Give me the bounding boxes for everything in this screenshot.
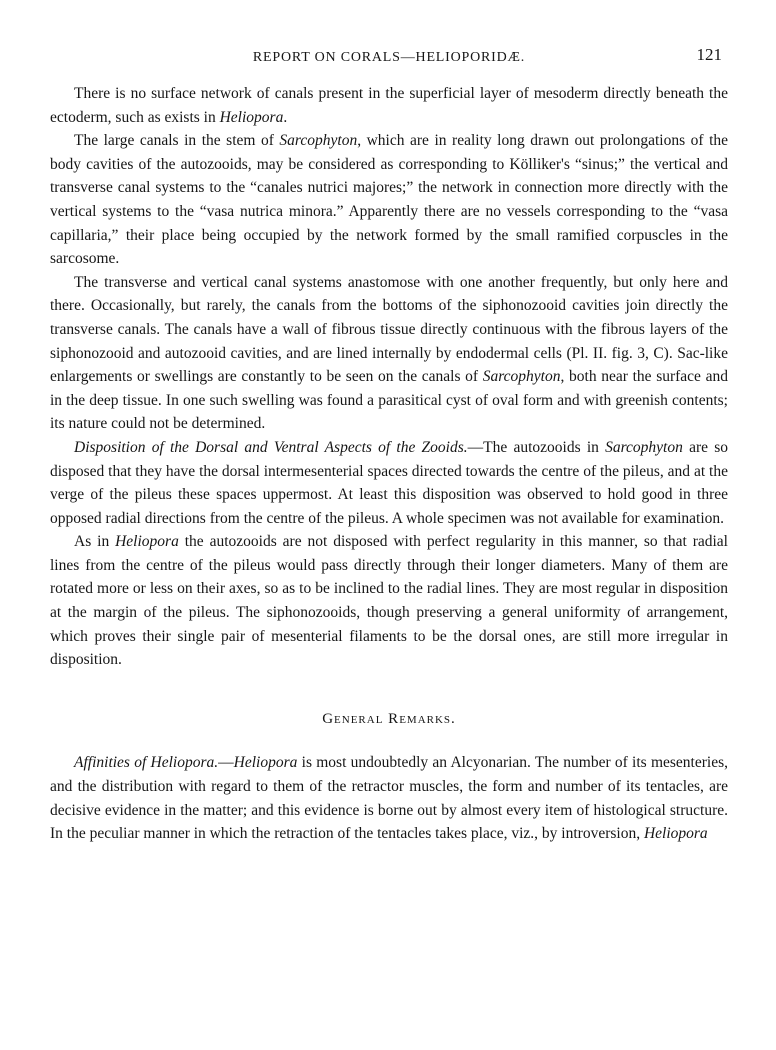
italic-text: Heliopora [643, 825, 708, 843]
italic-text: Sarcophyton [279, 132, 358, 150]
italic-text: Affinities of Heliopora. [74, 754, 219, 772]
text-run: , both near the surface and in the deep tissue. In one such swelling was found a parasitical cyst of oval form and with greenish contents; its nature could not be determined. [50, 368, 728, 433]
text-run: —The autozooids in [467, 438, 606, 456]
paragraph-disposition [50, 436, 728, 530]
paragraph-heliopora-autozooids [50, 530, 728, 672]
paragraph-surface-network [50, 82, 728, 129]
italic-text: Sarcophyton [605, 438, 683, 456]
text-run: , which are in reality long drawn out prolongations of the body cavities of the autozooids, may be considered as corresponding to Kölliker's “sinus;” the vertical and transverse canal systems to the “canales nutrici majores;” the network in connection more directly with the vertical systems to the “vasa nutrica minora.” Apparently there are no vessels corresponding to the “vasa capillaria,” their place being occupied by the network formed by the small ramified corpuscles in the sarcosome. [50, 132, 729, 268]
text-run: The large canals in the stem of [74, 132, 280, 150]
italic-text: Heliopora [115, 533, 179, 551]
text-run: . [283, 108, 288, 126]
italic-text: Heliopora [233, 754, 298, 772]
text-run: the autozooids are not disposed with perfect regularity in this manner, so that radial lines from the centre of the pileus would pass directly through their longer diameters. Many of them are rotated more or less on their axes, so as to be inclined to the radial lines. They are most regular in disposition at the margin of the pileus. The siphonozooids, though preserving a general uniformity of arrangement, which proves their single pair of mesenterial filaments to be the dorsal ones, are still more irregular in disposition. [50, 533, 728, 669]
italic-text: Sarcophyton [482, 368, 561, 386]
italic-text: Disposition of the Dorsal and Ventral Aspects of the Zooids. [74, 438, 468, 456]
section-heading: General Remarks. [322, 710, 456, 727]
page-number: 121 [696, 45, 722, 64]
text-run: The transverse and vertical canal systems anastomose with one another frequently, but only here and there. Occasionally, but rarely, the canals from the bottoms of the siphonozooid cavities join directly the transverse canals. The canals have a wall of fibrous tissue directly continuous with the fibrous layers of the siphonozooid and autozooid cavities, and are lined internally by endodermal cells (Pl. II. fig. 3, C). Sac-like enlargements or swellings are constantly to be seen on the canals of [50, 273, 728, 386]
page-header [50, 46, 728, 74]
running-title: REPORT ON CORALS—HELIOPORIDÆ. [252, 50, 526, 65]
paragraph-canal-systems [50, 271, 728, 436]
paragraph-affinities [50, 751, 728, 845]
text-run: is most undoubtedly an Alcyonarian. The number of its mesenteries, and the distribution with regard to them of the retractor muscles, the form and number of its tentacles, are decisive evidence in the matter; and this evidence is borne out by almost every item of histological structure. In the peculiar manner in which the retraction of the tentacles takes place, viz., by introversion, [50, 754, 728, 843]
text-run: There is no surface network of canals present in the superficial layer of mesoderm directly beneath the ectoderm, such as exists in [50, 85, 728, 126]
text-run: are so disposed that they have the dorsal intermesenterial spaces directed towards the centre of the pileus, and at the verge of the pileus these spaces uppermost. At least this disposition was observed to hold good in three opposed radial directions from the centre of the pileus. A whole specimen was not available for examination. [50, 438, 729, 527]
text-run: — [218, 754, 234, 772]
paragraph-large-canals [50, 129, 728, 271]
text-run: As in [74, 533, 116, 551]
italic-text: Heliopora [219, 108, 284, 126]
